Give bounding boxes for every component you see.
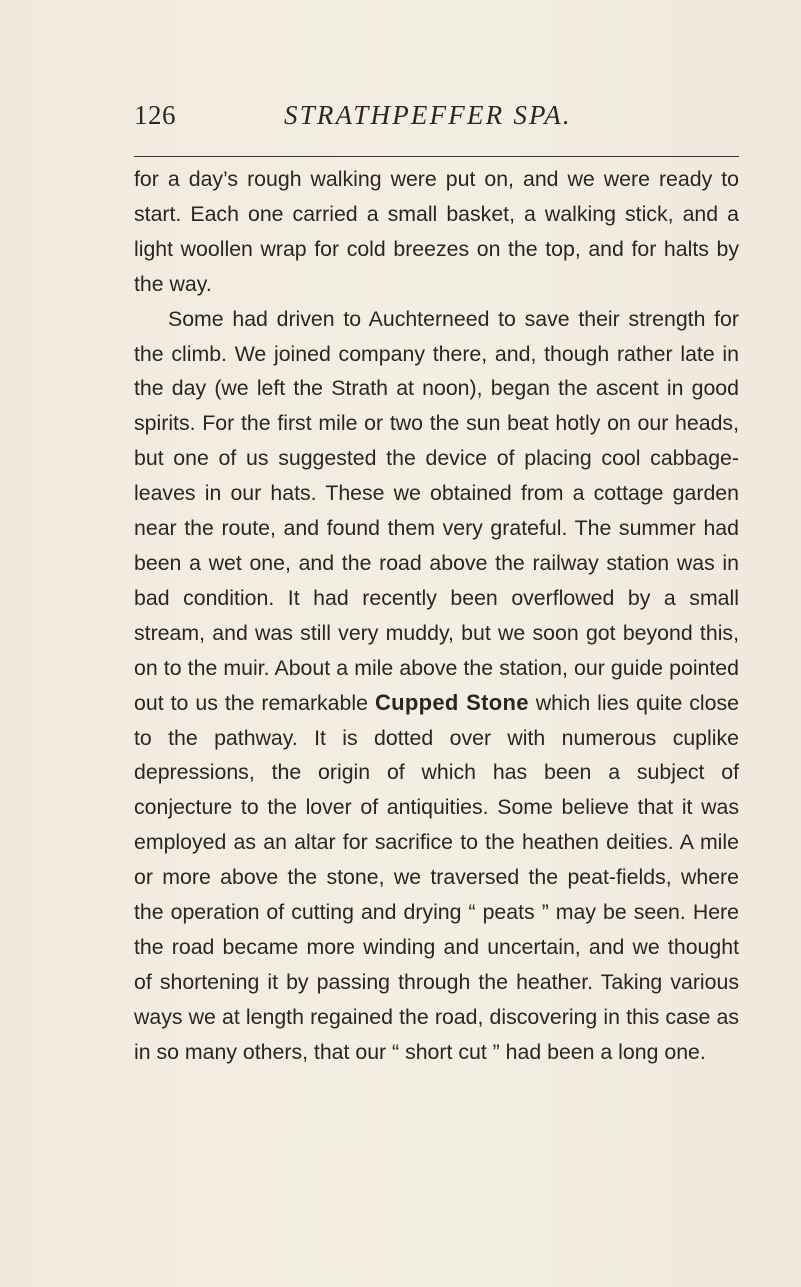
running-title: STRATHPEFFER SPA. <box>284 100 572 130</box>
paragraph-ascent-text-before: Some had driven to Auchterneed to save their strength for the climb. We joined company there, and, though rather late in the day (we left the Strath at noon), began the ascent in good spirits. For the first mile or two the sun beat hotly on our heads, but one of us suggested the device of placing cool cabbage-leaves in our hats. These we obtained from a cottage garden near the route, and found them very grateful. The summer had been a wet one, and the road above the railway station was in bad condition. It had recently been overflowed by a small stream, and was still very muddy, but we soon got beyond this, on to the muir. About a mile above the station, our guide pointed out to us the remarkable <box>134 306 739 715</box>
cupped-stone-term: Cupped Stone <box>374 689 529 715</box>
paragraph-continued: for a day’s rough walking were put on, and we were ready to start. Each one carried a small basket, a walking stick, and a light woollen wrap for cold breezes on the top, and for halts by the way. <box>134 167 739 296</box>
header-rule <box>134 156 739 157</box>
paragraph-ascent <box>134 302 739 1070</box>
paragraph-ascent-text-after: which lies quite close to the pathway. It is dotted over with numerous cuplike depressions, the origin of which has been a subject of conjecture to the lover of antiquities. Some believe that it was employed as an altar for sacrifice to the heathen deities. A mile or more above the stone, we traversed the peat-fields, where the operation of cutting and drying “ peats ” may be seen. Here the road became more winding and uncertain, and we thought of shortening it by passing through the heather. Taking various ways we at length regained the road, discovering in this case as in so many others, that our “ short cut ” had been a long one. <box>134 690 740 1064</box>
page-number: 126 <box>134 100 176 130</box>
page-header <box>134 100 739 140</box>
body-text <box>134 162 739 1070</box>
